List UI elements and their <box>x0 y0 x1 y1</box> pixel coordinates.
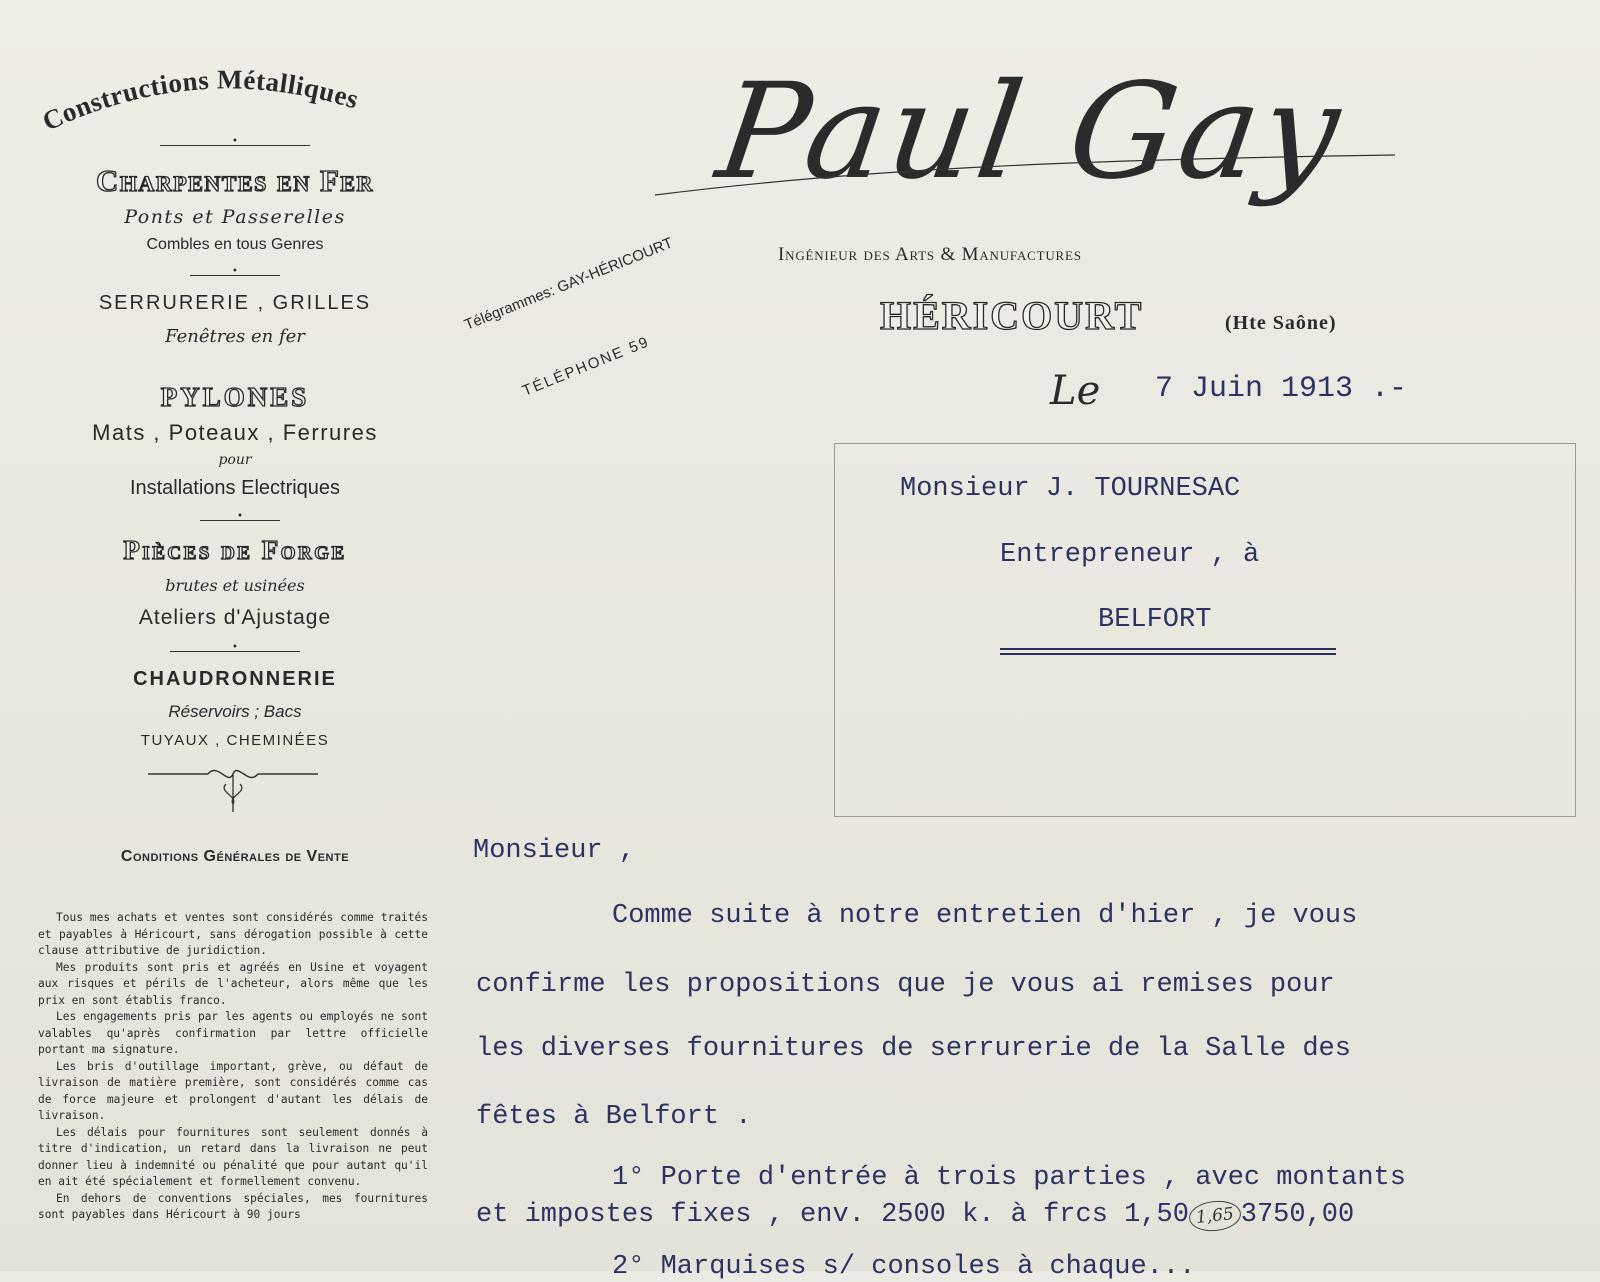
date-value: 7 Juin 1913 .- <box>1155 372 1408 406</box>
date-prefix: Le <box>1050 368 1101 414</box>
telegrams-text: Télégrammes: GAY-HÉRICOURT <box>462 234 676 334</box>
conditions-text <box>38 910 428 1224</box>
body-line: confirme les propositions que je vous ai remises pour <box>476 970 1335 1000</box>
body-line <box>476 1200 1354 1231</box>
condition-paragraph: Les engagements pris par les agents ou employés ne sont valables qu'après confirmation par lettre officielle portant ma signature. <box>38 1010 428 1056</box>
item-price-text: et impostes fixes , env. 2500 k. à frcs 1,50 <box>476 1200 1189 1230</box>
name-flourish <box>655 150 1395 210</box>
telephone-text: TÉLÉPHONE 59 <box>520 333 653 400</box>
chaudronnerie-heading: CHAUDRONNERIE <box>133 668 337 690</box>
ateliers-text: Ateliers d'Ajustage <box>138 606 332 629</box>
item-total: 3750,00 <box>1240 1200 1355 1230</box>
condition-paragraph: En dehors de conventions spéciales, mes fournitures sont payables dans Héricourt à 90 jours <box>38 1191 428 1221</box>
handwritten-note: 1,65 <box>1187 1198 1242 1233</box>
double-underline <box>1000 648 1336 655</box>
region-name: (Hte Saône) <box>1225 312 1337 334</box>
svg-text:Constructions Métalliques: Constructions Métalliques <box>37 64 363 137</box>
tuyaux-text: TUYAUX , CHEMINÉES <box>140 732 330 749</box>
condition-paragraph: Mes produits sont pris et agréés en Usine et voyagent aux risques et périls de l'acheteur, alors même que les prix en sont établis franco. <box>38 960 428 1007</box>
divider <box>200 520 280 521</box>
divider <box>190 275 280 276</box>
condition-paragraph: Les délais pour fournitures sont seulement donnés à titre d'indication, un retard dans la livraison ne peut donner lieu à indemnité ou pénalité que pour autant qu'il en ait été spécialement et formellement convenu. <box>38 1125 428 1188</box>
condition-paragraph: Les bris d'outillage important, grève, ou défaut de livraison de matière première, sont considérés comme cas de force majeure et prolongent d'autant les délais de livraison. <box>38 1059 428 1122</box>
recipient-name: Monsieur J. TOURNESAC <box>900 474 1241 504</box>
pylones-heading: PYLONES <box>160 382 310 412</box>
city-name: HÉRICOURT <box>880 293 1144 338</box>
recipient-city: BELFORT <box>1098 605 1212 635</box>
ornament-flourish <box>148 762 318 822</box>
divider <box>160 145 310 146</box>
divider <box>170 651 300 652</box>
body-line: 1° Porte d'entrée à trois parties , avec montants <box>612 1163 1406 1193</box>
mats-text: Mats , Poteaux , Ferrures <box>92 420 378 445</box>
condition-paragraph: Tous mes achats et ventes sont considérés comme traités et payables à Héricourt, sans dérogation possible à cette clause attributive de juridiction. <box>38 911 428 957</box>
pieces-forge-heading: Pièces de Forge <box>123 535 347 565</box>
serrurerie-heading: SERRURERIE , GRILLES <box>98 292 372 314</box>
company-name: Paul Gay <box>709 55 1353 209</box>
salutation: Monsieur , <box>473 836 636 866</box>
reservoirs-text: Réservoirs ; Bacs <box>168 702 302 721</box>
fenetres-text: Fenêtres en fer <box>165 326 305 347</box>
charpentes-heading: Charpentes en Fer <box>96 163 374 198</box>
recipient-profession: Entrepreneur , à <box>1000 540 1260 570</box>
pour-text: pour <box>218 452 252 468</box>
conditions-heading: Conditions Générales de Vente <box>120 848 350 865</box>
body-line: fêtes à Belfort . <box>476 1102 752 1132</box>
brutes-text: brutes et usinées <box>165 576 305 595</box>
arched-title <box>20 30 460 150</box>
installations-text: Installations Electriques <box>129 477 341 499</box>
body-line: Comme suite à notre entretien d'hier , je vous <box>612 901 1358 931</box>
body-line: les diverses fournitures de serrurerie de la Salle des <box>476 1034 1351 1064</box>
engineer-title: Ingénieur des Arts & Manufactures <box>778 244 1082 265</box>
ponts-text: Ponts et Passerelles <box>124 206 346 228</box>
combles-text: Combles en tous Genres <box>146 236 324 253</box>
body-line: 2° Marquises s/ consoles à chaque... <box>612 1252 1196 1282</box>
